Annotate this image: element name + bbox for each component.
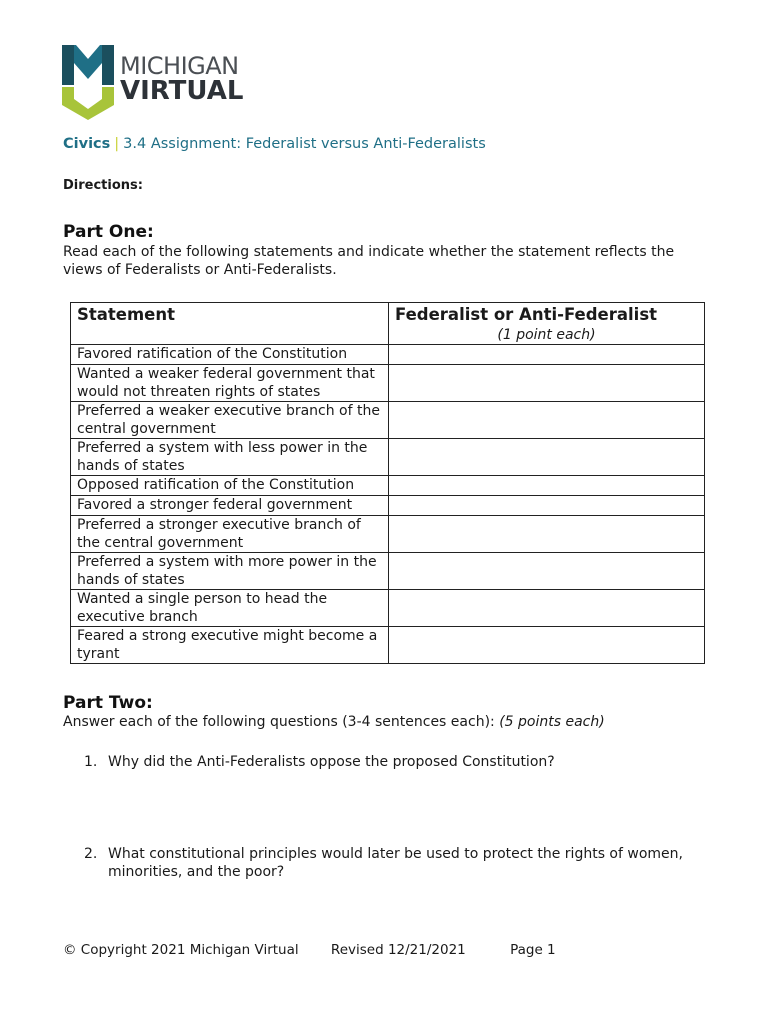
header-separator: | xyxy=(114,136,120,152)
part-one-title: Part One: xyxy=(63,222,154,242)
table-row xyxy=(71,590,705,627)
part-two-instructions xyxy=(63,714,605,730)
page-footer xyxy=(63,942,556,958)
statement-cell: Preferred a stronger executive branch of the central government xyxy=(71,516,389,553)
classification-column-header xyxy=(389,303,705,345)
statement-cell: Preferred a weaker executive branch of the central government xyxy=(71,402,389,439)
table-row xyxy=(71,476,705,496)
table-row xyxy=(71,365,705,402)
statement-cell: Feared a strong executive might become a tyrant xyxy=(71,627,389,664)
classification-header-label: Federalist or Anti-Federalist xyxy=(395,305,658,324)
page-number: Page 1 xyxy=(510,942,556,958)
answer-cell[interactable] xyxy=(389,590,705,627)
statement-cell: Preferred a system with more power in the hands of states xyxy=(71,553,389,590)
statement-cell: Opposed ratification of the Constitution xyxy=(71,476,389,496)
part-two-points: (5 points each) xyxy=(499,714,605,730)
answer-cell[interactable] xyxy=(389,476,705,496)
question-text: Why did the Anti-Federalists oppose the proposed Constitution? xyxy=(108,754,555,770)
answer-cell[interactable] xyxy=(389,365,705,402)
statements-table xyxy=(70,302,705,664)
part-one-instructions: Read each of the following statements and indicate whether the statement reflects the views of Federalists or Anti-Federalists. xyxy=(63,244,675,278)
course-name: Civics xyxy=(63,136,111,152)
assignment-title: 3.4 Assignment: Federalist versus Anti-Federalists xyxy=(123,136,486,152)
statement-cell: Favored a stronger federal government xyxy=(71,496,389,516)
answer-cell[interactable] xyxy=(389,345,705,365)
statement-cell: Preferred a system with less power in the hands of states xyxy=(71,439,389,476)
revised-date: Revised 12/21/2021 xyxy=(330,942,466,958)
directions-label: Directions: xyxy=(63,178,143,193)
question-number: 2. xyxy=(84,846,98,862)
table-row xyxy=(71,402,705,439)
part-two-title: Part Two: xyxy=(63,693,153,713)
question-text: What constitutional principles would later be used to protect the rights of women, minorities, and the poor? xyxy=(108,846,683,880)
table-row xyxy=(71,627,705,664)
copyright-text: © Copyright 2021 Michigan Virtual xyxy=(63,942,299,958)
table-row xyxy=(71,496,705,516)
statement-cell: Wanted a single person to head the executive branch xyxy=(71,590,389,627)
table-row xyxy=(71,516,705,553)
logo-wordmark-bottom: VIRTUAL xyxy=(120,76,244,106)
statement-column-header: Statement xyxy=(71,303,389,345)
answer-cell[interactable] xyxy=(389,516,705,553)
question-number: 1. xyxy=(84,754,98,770)
part-two-instructions-text: Answer each of the following questions (3-4 sentences each): xyxy=(63,714,495,730)
points-note: (1 point each) xyxy=(497,327,596,343)
question-item xyxy=(84,845,684,881)
table-row xyxy=(71,345,705,365)
logo-wordmark-top: MICHIGAN xyxy=(120,52,239,80)
table-row xyxy=(71,439,705,476)
answer-cell[interactable] xyxy=(389,496,705,516)
answer-cell[interactable] xyxy=(389,627,705,664)
answer-cell[interactable] xyxy=(389,439,705,476)
answer-cell[interactable] xyxy=(389,402,705,439)
question-item xyxy=(84,753,684,771)
statement-cell: Wanted a weaker federal government that would not threaten rights of states xyxy=(71,365,389,402)
statement-cell: Favored ratification of the Constitution xyxy=(71,345,389,365)
assignment-header xyxy=(63,136,486,152)
answer-cell[interactable] xyxy=(389,553,705,590)
table-row xyxy=(71,553,705,590)
